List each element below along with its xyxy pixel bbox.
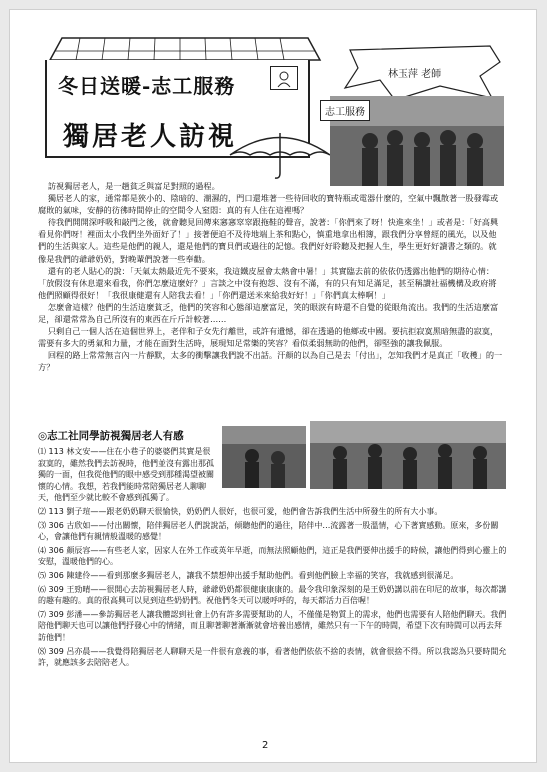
body-paragraph: 訪視獨居老人，是一趟貧乏與富足對照的過程。 [47,181,220,191]
author-name: 林玉萍 老師 [388,69,442,80]
body-paragraph: 怎麼會這樣？他們的生活這麼貧乏，他們的笑容和心態卻這麼富足，笑的眼淚有時還不自覺的從眼角流出。我們的生活這麼富足，卻還常常為自己所沒有的東西在斤斤計較著…… [38,301,499,325]
page-number: 2 [262,740,269,751]
body-paragraph: 只剩自己一個人活在這個世界上，老伴和子女先行離世，或許有遺憾，卻在透過的他鄉或中國。要抗拒寂寞黑暗無盡的寂寞，需要有多大的勇氣和力量，才能在面對生活時，展現知足常樂的笑容？看似柔弱無助的他們，卻堅強的讓我佩服。 [38,326,499,349]
list-item: ⑷ 306 顏辰容——有些老人家，因家人在外工作或英年早逝，而無法照顧他們，這正是我們要伸出援手的時候，讓他們得到心靈上的安慰，溫暖他們的心。 [38,545,507,567]
body-paragraph: 回程的路上常常無言內一片靜默，太多的衝擊讓我們說不出話。汗顏的以為自己是去「付出」，怎知我們才是真正「收穫」的一方？ [38,350,503,373]
umbrella-icon [225,125,335,180]
list-item: ⑺ 309 彭潘——參訪獨居老人讓我體認到社會上仍有許多需要幫助的人，不僅僅是物質上的需求，他們也需要有人陪他們聊天。我們陪他們聊天也可以讓他們抒發心中的情緒，而且聊著聊著漸漸就會培養出感情，雖然只有一下午的時間，希望下次有時間可以再去拜訪他們！ [38,609,507,642]
list-item: ⑻ 309 呂亦晨——我覺得陪獨居老人聊聊天是一件很有意義的事，看著他們依依不捨的表情，就會很捨不得。所以我認為只要時間允許，就應該多去陪陪老人。 [38,646,507,668]
house-window-icon [270,66,298,90]
title-line-2: 獨居老人訪視 [63,122,238,152]
list-item: ⑵ 113 劉子瑄——跟老奶奶聊天很愉快，奶奶們人很好，也很可愛，他們會告訴我們生活中所發生的所有大小事。 [38,506,443,516]
body-paragraph: 待我們開開深呼吸和敲門之後，就會聽見回傳來窸窸窣窣跟拖鞋的聲音，說著：「你們來了呀！快進來坐！」或者是：「好高興看見你們呀！裡面太小我們坐外面好了！」接著便迫不及待地端上茶和點心，慎重地拿出相簿，跟我們分享曾經的風光，以及他們的生活與家人。這些是他們的親人，還是他們的寶貝們或過往的記憶。我們好好聆聽及把握人生，學生更好好讀書之類的。就像是我們的爺爺奶奶，對晚輩們說著一些奉勸。 [38,217,499,264]
list-item: ⑹ 309 王勁晴——很開心去訪視獨居老人時，爺爺奶奶都很健康康康的。最令我印象深刻的是王奶奶講以前在印尼的故事，每次都講的趣有趣的。真的很高興可以見到這些奶奶們。祝他們冬天可以暖呼呼的，每天都活力百倍喔！ [38,584,507,606]
body-paragraph: 獨居老人的家，通常都是狹小的、陰暗的、潮濕的，門口還堆著一些待回收的寶特瓶或電器什麼的，空氣中飄散著一股發霉或腐敗的氣味，安靜的彷彿時間停止的空間令人窒悶：真的有人住在這裡嗎？ [38,193,499,216]
list-item: ⑸ 306 陳建伶——看到那麼多獨居老人，讓我不禁想伸出援手幫助他們。看到他們臉上幸福的笑容，我就感到很滿足。 [38,570,459,580]
body-paragraph: 還有的老人貼心的說：「天氣太熱最近先不要來，我這鐵皮屋會太熱會中暑！」其實臨去前的依依仍透露出他們的期待心情：「放假沒有休息還來看我，你們怎麼這麼好？」言談之中沒有抱怨、沒有不滿，有的只有知足滿足，甚至稱讚社福機構及政府將他們照顧得很好！「我很康健還有人陪我去看！」「你們還送米來給我好好！」「你們真太棒啊！」 [38,265,497,300]
roof-decoration [40,37,325,61]
title-line-1: 冬日送暖-志工服務 [58,74,236,98]
section-title: ◎志工社同學訪視獨居老人有感 [38,430,184,442]
list-item: ⑴ 113 林文安——住在小巷子的婆婆們其實是很寂寞的，雖然我們去訪視時，他們並沒有露出那孤獨的一面，但我從他們的眼中感受到那種渴望被關懷的心情。我想，若我們能時常陪獨居老人聊聊天，他們至少就比較不會感到孤獨了。 [38,447,214,503]
list-item: ⑶ 306 古欣如——付出關懷，陪伴獨居老人們說說話，傾聽他們的過往，陪伴中…流露著一股溫情，心下著實感動。原來，多份關心，會讓他們有親情般溫暖的感覺！ [38,520,499,542]
article-body [38,180,504,374]
category-badge: 志工服務 [320,100,370,121]
reflection-list [38,446,508,671]
